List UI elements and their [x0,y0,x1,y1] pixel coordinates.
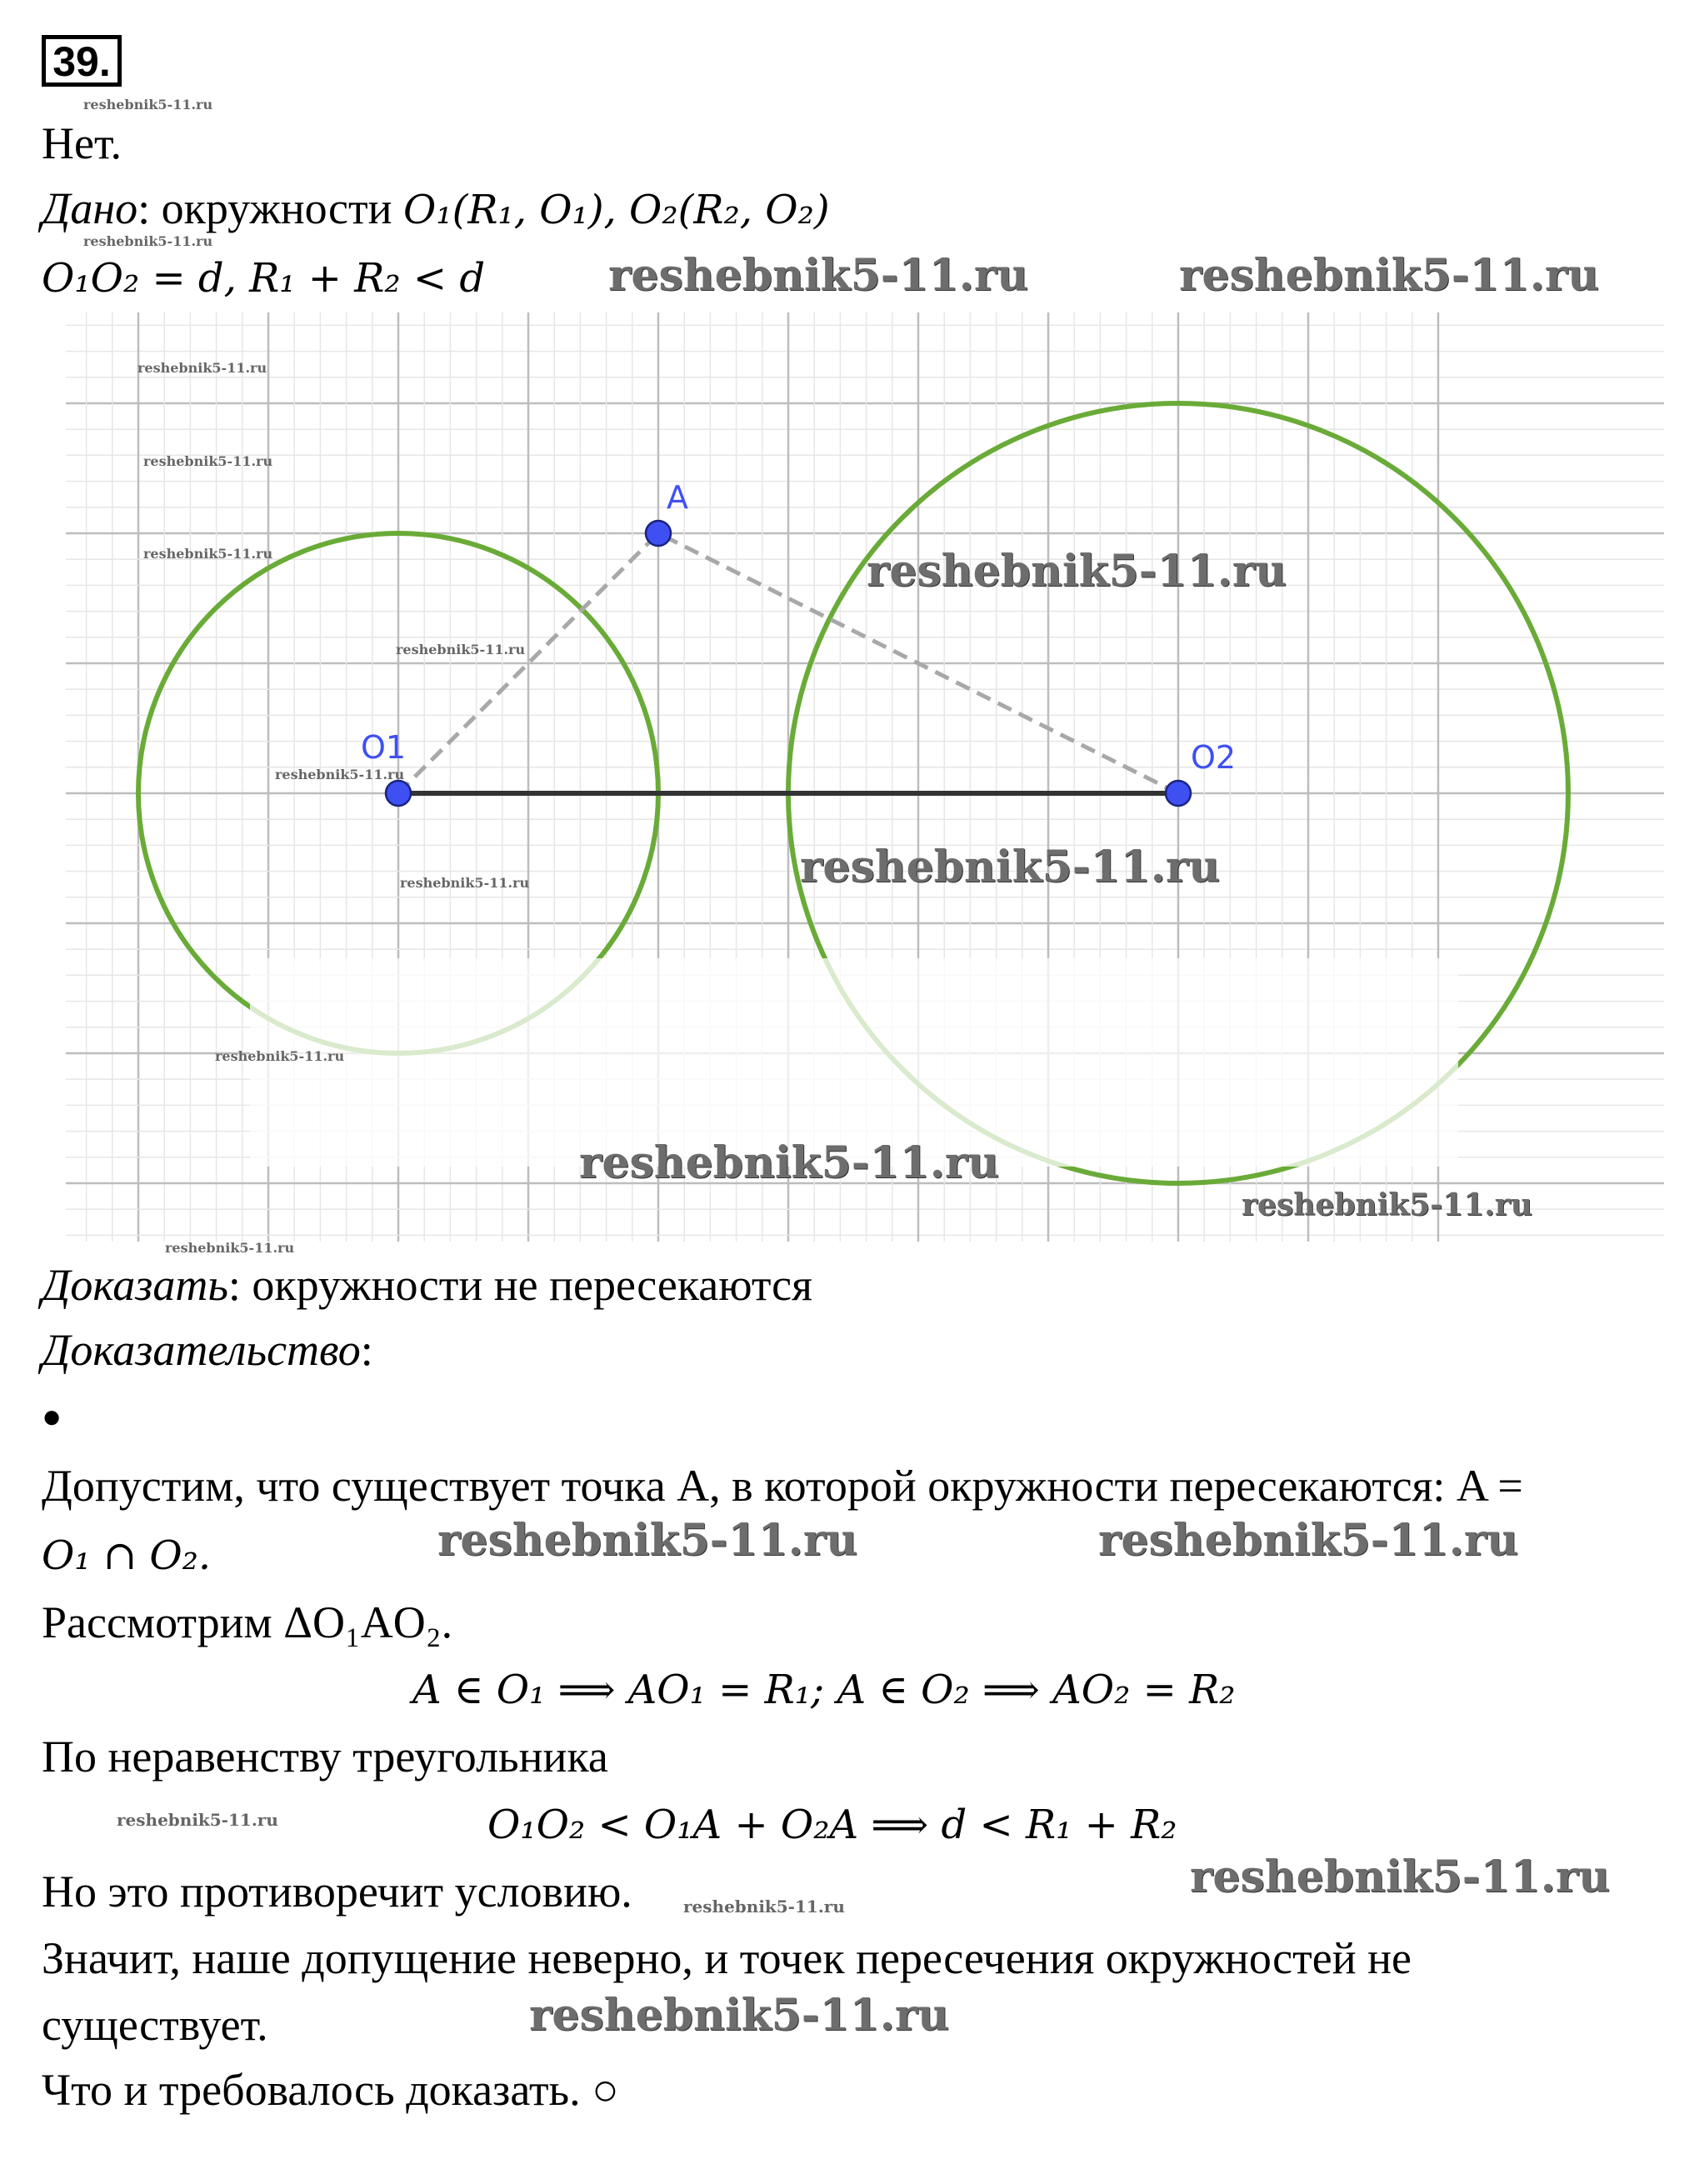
point-o2 [1166,781,1191,806]
given-math-condition: O₁O₂ = d, R₁ + R₂ < d [42,255,486,302]
watermark-band [250,958,1458,1167]
given-math-circles: O₁(R₁, O₁), O₂(R₂, O₂) [403,187,830,233]
point-a [646,521,671,546]
watermark: reshebnik5-11.ru [1242,1187,1532,1222]
given-label: Дано [42,183,138,233]
watermark: reshebnik5-11.ru [275,767,405,782]
proof-line-3: Рассмотрим ΔO₁AO₂. [42,1597,453,1647]
watermark: reshebnik5-11.ru [165,1240,295,1256]
prove-label: Доказать [42,1260,228,1310]
point-label-o2: O2 [1191,739,1237,776]
proof-line-5: Но это противоречит условию. [42,1867,632,1917]
watermark: reshebnik5-11.ru [1179,250,1600,301]
watermark: reshebnik5-11.ru [608,250,1029,301]
watermark: reshebnik5-11.ru [1098,1515,1519,1566]
proof-line-6: Значит, наше допущение неверно, и точек пересечения окружностей не [42,1933,1412,1983]
equation-2: O₁O₂ < O₁A + O₂A ⟹ d < R₁ + R₂ [487,1802,1177,1848]
watermark: reshebnik5-11.ru [117,1810,278,1830]
problem-number: 39. [42,35,122,87]
proof-line-8: Что и требовалось доказать. ○ [42,2065,619,2115]
watermark: reshebnik5-11.ru [143,546,273,562]
point-label-a: A [667,479,688,516]
watermark: reshebnik5-11.ru [437,1515,858,1566]
answer: Нет. [42,118,122,168]
proof-line-4: По неравенству треугольника [42,1732,608,1782]
equation-1: A ∈ O₁ ⟹ AO₁ = R₁; A ∈ O₂ ⟹ AO₂ = R₂ [412,1667,1236,1713]
prove-text: : окружности не пересекаются [227,1260,812,1310]
watermark: reshebnik5-11.ru [137,360,267,376]
watermark: reshebnik5-11.ru [683,1897,845,1917]
watermark: reshebnik5-11.ru [215,1048,345,1064]
prove-line [42,1258,812,1312]
proof-line-2: O₁ ∩ O₂. [42,1532,212,1579]
point-label-o1: O1 [361,729,407,766]
watermark: reshebnik5-11.ru [396,642,526,657]
watermark: reshebnik5-11.ru [400,875,530,891]
watermark: reshebnik5-11.ru [83,233,213,249]
given-text: : окружности [137,183,403,233]
watermark: reshebnik5-11.ru [867,546,1287,597]
watermark: reshebnik5-11.ru [83,97,213,112]
watermark: reshebnik5-11.ru [143,453,273,469]
proof-label: Доказательство [42,1325,361,1375]
bullet: ● [42,1397,62,1435]
proof-colon: : [360,1325,373,1375]
proof-line-1: Допустим, что существует точка A, в которой окружности пересекаются: A = [42,1461,1523,1511]
proof-heading [42,1323,373,1377]
watermark: reshebnik5-11.ru [579,1137,1000,1188]
proof-line-7: существует. [42,2000,268,2050]
point-o1 [386,781,411,806]
watermark: reshebnik5-11.ru [529,1990,950,2041]
watermark: reshebnik5-11.ru [1190,1852,1611,1902]
watermark: reshebnik5-11.ru [800,842,1221,892]
